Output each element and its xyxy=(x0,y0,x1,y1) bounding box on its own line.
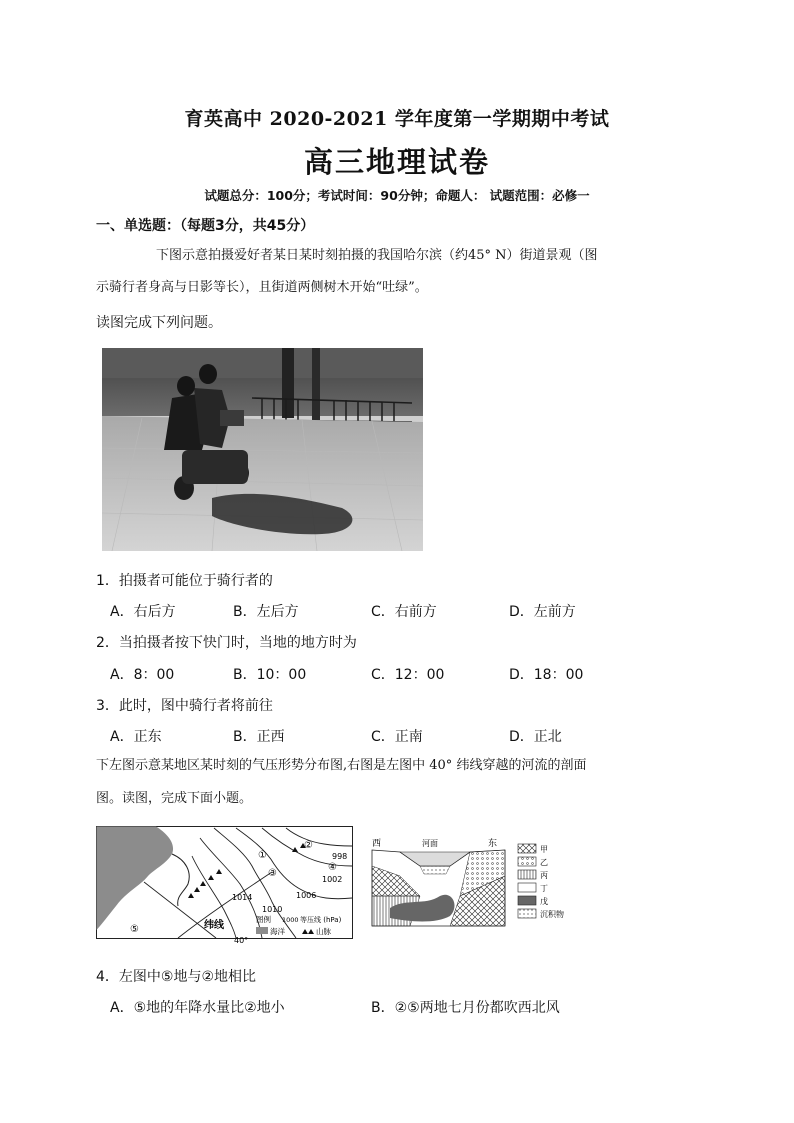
q2-option-b[interactable]: B．10：00 xyxy=(233,667,307,683)
q1-option-d[interactable]: D．左前方 xyxy=(509,604,576,620)
legend-sediment: 沉积物 xyxy=(540,910,564,919)
q1-option-b[interactable]: B．左后方 xyxy=(233,604,299,620)
q3-option-a[interactable]: A．正东 xyxy=(110,729,162,745)
point-2: ② xyxy=(304,840,313,851)
q1-option-a[interactable]: A．右后方 xyxy=(110,604,176,620)
passage1-instruction: 读图完成下列问题。 xyxy=(96,315,222,331)
latitude-label: 纬线 xyxy=(204,920,224,931)
legend-isobar-num: 1000 xyxy=(282,916,299,924)
q2-option-a[interactable]: A．8：00 xyxy=(110,667,175,683)
latitude-value: 40° xyxy=(234,936,249,943)
legend-ocean-swatch xyxy=(256,927,268,934)
legend-swatch-bing xyxy=(518,870,536,879)
legend-mountain-text: 山脉 xyxy=(316,927,331,936)
profile-east: 东 xyxy=(488,839,498,849)
passage2-line2: 图。读图，完成下面小题。 xyxy=(96,791,253,806)
point-5: ⑤ xyxy=(130,924,139,935)
section-title: 一、单选题：（每题3分，共45分） xyxy=(96,218,315,234)
isobar-label-1006: 1006 xyxy=(296,891,317,900)
legend-swatch-yi xyxy=(518,857,536,866)
point-3: ③ xyxy=(268,868,277,879)
q3-option-b[interactable]: B．正西 xyxy=(233,729,285,745)
exam-subtitle: 高三地理试卷 xyxy=(303,145,490,179)
profile-river: 河面 xyxy=(422,839,438,848)
legend-jia: 甲 xyxy=(540,845,548,854)
q2-option-d[interactable]: D．18：00 xyxy=(509,667,584,683)
legend-wu: 戊 xyxy=(540,897,548,906)
legend-yi: 乙 xyxy=(540,858,548,867)
legend-swatch-wu xyxy=(518,896,536,905)
legend-bing: 丙 xyxy=(540,871,548,880)
legend-swatch-ding xyxy=(518,883,536,892)
legend-ocean-text: 海洋 xyxy=(270,927,285,936)
passage1-line1: 下图示意拍摄爱好者某日某时刻拍摄的我国哈尔滨（约45° N）街道景观（图 xyxy=(156,248,598,263)
legend-swatch-sediment xyxy=(518,909,536,918)
isobar-label-998: 998 xyxy=(332,852,348,861)
legend-swatch-jia xyxy=(518,844,536,853)
passage2-line1: 下左图示意某地区某时刻的气压形势分布图,右图是左图中 40° 纬线穿越的河流的剖面 xyxy=(96,758,587,773)
q4-stem: 4．左图中⑤地与②地相比 xyxy=(96,969,257,985)
street-photo xyxy=(102,348,423,551)
point-1: ① xyxy=(258,850,267,861)
profile-west: 西 xyxy=(372,839,382,849)
q1-stem: 1．拍摄者可能位于骑行者的 xyxy=(96,573,273,589)
q4-option-b[interactable]: B．②⑤两地七月份都吹西北风 xyxy=(371,1000,560,1016)
isobar-label-1002: 1002 xyxy=(322,875,343,884)
q3-stem: 3．此时，图中骑行者将前往 xyxy=(96,698,273,714)
legend-isobar-text: 等压线 (hPa) xyxy=(300,916,342,924)
isobar-label-1010: 1010 xyxy=(262,905,283,914)
pressure-map xyxy=(96,826,353,943)
q4-option-a[interactable]: A．⑤地的年降水量比②地小 xyxy=(110,1000,285,1016)
q3-option-c[interactable]: C．正南 xyxy=(371,729,423,745)
isobar-label-1014: 1014 xyxy=(232,893,253,902)
point-4: ④ xyxy=(328,862,337,873)
passage1-line2: 示骑行者身高与日影等长），且街道两侧树木开始“吐绿”。 xyxy=(96,280,428,295)
legend-title: 图例 xyxy=(256,915,271,924)
legend-ding: 丁 xyxy=(540,884,548,893)
q3-option-d[interactable]: D．正北 xyxy=(509,729,562,745)
q2-option-c[interactable]: C．12：00 xyxy=(371,667,445,683)
exam-info: 试题总分：100分；考试时间：90分钟；命题人： 试题范围：必修一 xyxy=(204,188,590,203)
q2-stem: 2．当拍摄者按下快门时，当地的地方时为 xyxy=(96,635,357,651)
q1-option-c[interactable]: C．右前方 xyxy=(371,604,437,620)
river-profile xyxy=(370,836,576,930)
exam-title: 育英高中 2020-2021 学年度第一学期期中考试 xyxy=(184,108,610,130)
